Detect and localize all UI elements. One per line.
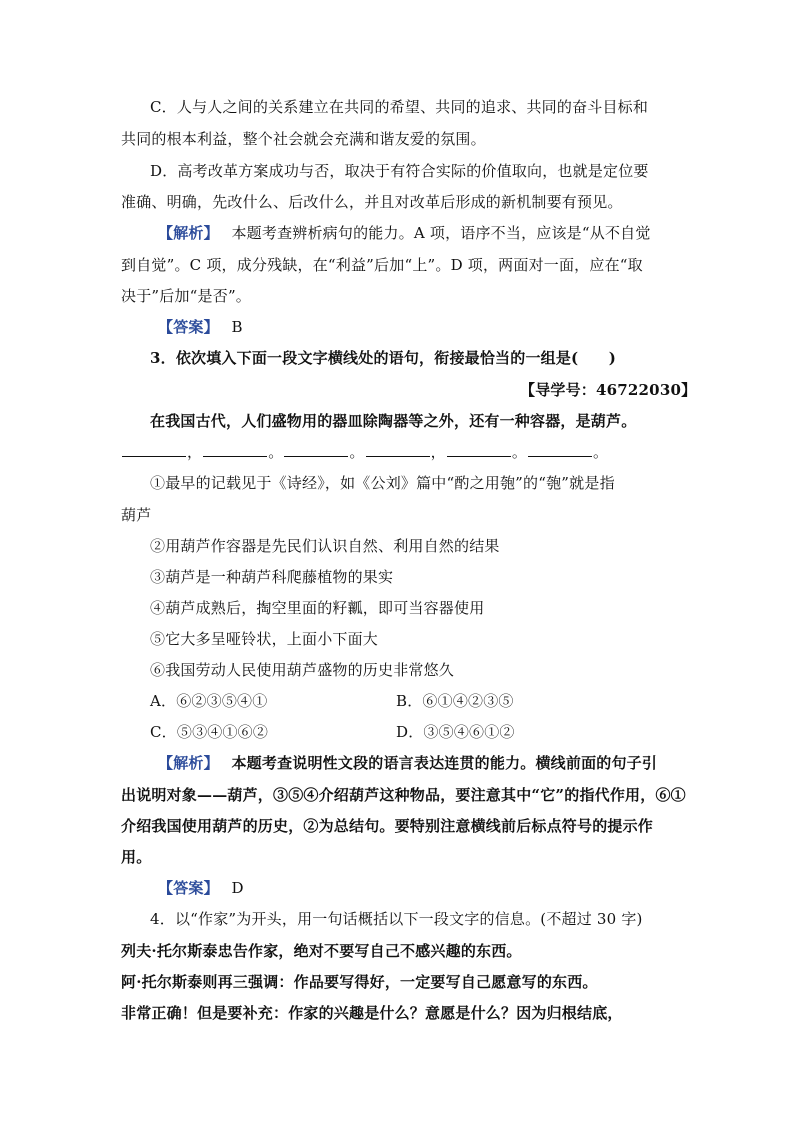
item-1-line-1: ①最早的记载见于《诗经》，如《公刘》篇中“酌之用匏”的“匏”就是指 (150, 474, 615, 492)
answer-value: D (231, 879, 244, 897)
blank-punct: 。 (593, 443, 609, 461)
option-d-line-1: D．高考改革方案成功与否，取决于有符合实际的价值取向，也就是定位要 (150, 162, 649, 180)
guide-number: 【导学号：46722030】 (520, 381, 697, 399)
blank-3[interactable] (284, 442, 348, 457)
answer-tag: 【答案】 (158, 879, 212, 897)
choice-d: D．③⑤④⑥①② (396, 723, 515, 741)
question-4-line-2: 阿·托尔斯泰则再三强调：作品要写得好，一定要写自己愿意写的东西。 (121, 973, 598, 991)
option-d-line-2: 准确、明确，先改什么、后改什么，并且对改革后形成的新机制要有预见。 (121, 193, 623, 211)
answer-tag: 【答案】 (158, 318, 212, 336)
blank-1[interactable] (122, 442, 186, 457)
choice-c: C．⑤③④①⑥② (150, 723, 269, 741)
item-4: ④葫芦成熟后，掏空里面的籽瓤，即可当容器使用 (150, 599, 485, 617)
analysis-2-line-3: 决于”后加“是否”。 (121, 287, 252, 305)
question-3-stem: 3．依次填入下面一段文字横线处的语句，衔接最恰当的一组是( ) (150, 349, 617, 367)
blank-punct: ， (430, 443, 446, 461)
blank-6[interactable] (528, 442, 592, 457)
blank-5[interactable] (447, 442, 511, 457)
item-3: ③葫芦是一种葫芦科爬藤植物的果实 (150, 568, 394, 586)
analysis-text: 本题考查说明性文段的语言表达连贯的能力。横线前面的句子引 (231, 754, 658, 772)
item-6: ⑥我国劳动人民使用葫芦盛物的历史非常悠久 (150, 661, 455, 679)
analysis-tag: 【解析】 (158, 224, 212, 242)
question-4-stem: 4．以“作家”为开头，用一句话概括以下一段文字的信息。(不超过 30 字) (150, 910, 643, 928)
question-3-passage: 在我国古代，人们盛物用的器皿除陶器等之外，还有一种容器，是葫芦。 (150, 412, 637, 430)
blank-2[interactable] (203, 442, 267, 457)
answer-value: B (231, 318, 243, 336)
blank-row (121, 441, 608, 462)
analysis-3-line-4: 用。 (121, 848, 152, 866)
analysis-2-line-2: 到自觉”。C 项，成分残缺，在“利益”后加“上”。D 项，两面对一面，应在“取 (121, 256, 643, 274)
item-1-line-2: 葫芦 (121, 506, 152, 524)
choice-a: A．⑥②③⑤④① (150, 692, 268, 710)
answer-2 (158, 316, 243, 337)
answer-3 (158, 877, 244, 898)
item-5: ⑤它大多呈哑铃状，上面小下面大 (150, 630, 379, 648)
blank-punct: 。 (349, 443, 365, 461)
blank-punct: ， (187, 443, 203, 461)
analysis-text: 本题考查辨析病句的能力。A 项，语序不当，应该是“从不自觉 (231, 224, 651, 242)
blank-4[interactable] (366, 442, 430, 457)
analysis-3-line-1 (158, 752, 657, 773)
analysis-tag: 【解析】 (158, 754, 212, 772)
analysis-3-line-2: 出说明对象——葫芦，③⑤④介绍葫芦这种物品，要注意其中“它”的指代作用，⑥① (121, 786, 686, 804)
choice-b: B．⑥①④②③⑤ (396, 692, 514, 710)
question-4-line-1: 列夫·托尔斯泰忠告作家，绝对不要写自己不感兴趣的东西。 (121, 942, 522, 960)
blank-punct: 。 (268, 443, 284, 461)
option-c-line-1: C．人与人之间的关系建立在共同的希望、共同的追求、共同的奋斗目标和 (150, 98, 649, 116)
item-2: ②用葫芦作容器是先民们认识自然、利用自然的结果 (150, 537, 500, 555)
analysis-2-line-1 (158, 222, 651, 243)
blank-punct: 。 (511, 443, 528, 461)
analysis-3-line-3: 介绍我国使用葫芦的历史，②为总结句。要特别注意横线前后标点符号的提示作 (121, 817, 654, 835)
question-4-line-3: 非常正确！但是要补充：作家的兴趣是什么？意愿是什么？因为归根结底， (121, 1004, 623, 1022)
option-c-line-2: 共同的根本利益，整个社会就会充满和谐友爱的氛围。 (121, 130, 486, 148)
